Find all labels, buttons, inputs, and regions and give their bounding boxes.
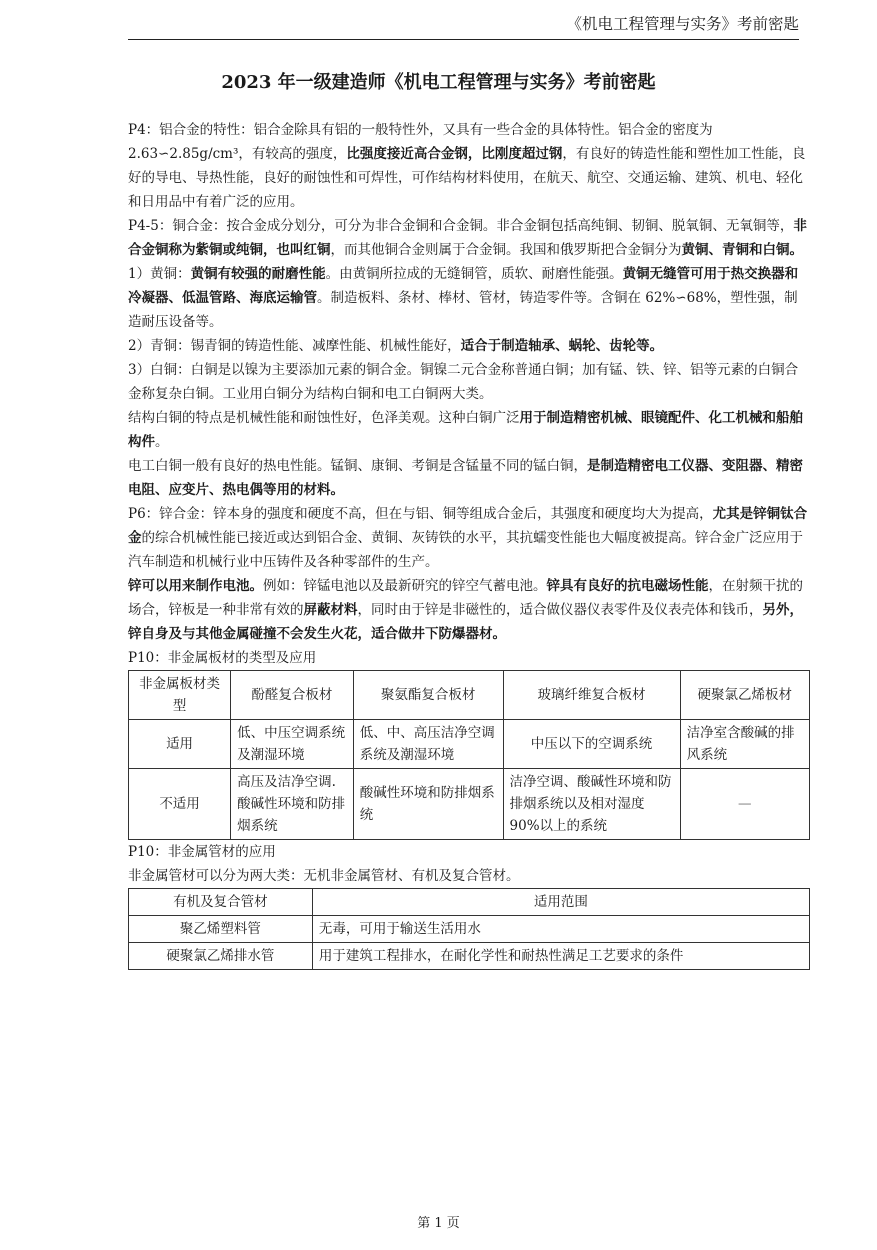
paragraph-brass: 1）黄铜：黄铜有较强的耐磨性能。由黄铜所拉成的无缝铜管，质软、耐磨性能强。黄铜无缝管可用于热交换器和冷凝器、低温管路、海底运输管。制造板料、条材、棒材、管材，铸造零件等。含铜在 62%∽68%，塑性强，制造耐压设备等。 [128,266,799,330]
table-cell: 适用 [129,720,231,769]
table-header-row [129,671,810,720]
document-body [128,118,810,970]
header-rule [128,39,799,40]
table-row [129,916,810,943]
paragraph-zinc-battery: 锌可以用来制作电池。例如：锌锰电池以及最新研究的锌空气蓄电池。锌具有良好的抗电磁场性能，在射频干扰的场合，锌板是一种非常有效的屏蔽材料，同时由于锌是非磁性的，适合做仪器仪表零件及仪表壳体和钱币，另外，锌自身及与其他金属碰撞不会发生火花，适合做井下防爆器材。 [128,578,803,642]
table-cell: 酸碱性环境和防排烟系统 [353,769,503,840]
paragraph-structural-white-copper: 结构白铜的特点是机械性能和耐蚀性好，色泽美观。这种白铜广泛用于制造精密机械、眼镜配件、化工机械和船舶构件。 [128,410,803,450]
page-number: 第 1 页 [417,1216,460,1231]
paragraph-white-copper: 3）白铜：白铜是以镍为主要添加元素的铜合金。铜镍二元合金称普通白铜；加有锰、铁、锌、铝等元素的白铜合金称复杂白铜。工业用白铜分为结构白铜和电工白铜两大类。 [128,362,799,402]
table-header-cell: 聚氨酯复合板材 [353,671,503,720]
header-title: 《机电工程管理与实务》考前密匙 [566,15,799,33]
paragraph-copper: P4-5：铜合金：按合金成分划分，可分为非合金铜和合金铜。非合金铜包括高纯铜、韧铜、脱氧铜、无氧铜等，非合金铜称为紫铜或纯铜，也叫红铜，而其他铜合金则属于合金铜。我国和俄罗斯把合金铜分为黄铜、青铜和白铜。 [128,218,807,258]
page-header [0,0,877,40]
table-cell: 中压以下的空调系统 [503,720,680,769]
table-header-cell: 硬聚氯乙烯板材 [680,671,809,720]
organic-pipe-table [128,888,810,970]
table1-caption: P10：非金属板材的类型及应用 [128,650,317,666]
table-row [129,943,810,970]
table-header-cell: 玻璃纤维复合板材 [503,671,680,720]
table-row [129,720,810,769]
table-cell: 硬聚氯乙烯排水管 [129,943,313,970]
document-title: 2023 年一级建造师《机电工程管理与实务》考前密匙 [221,72,656,93]
table-cell: 不适用 [129,769,231,840]
table-header-cell: 适用范围 [312,889,809,916]
section2-caption: P10：非金属管材的应用 [128,844,276,860]
table-cell: 高压及洁净空调.酸碱性环境和防排烟系统 [231,769,354,840]
table-cell: 聚乙烯塑料管 [129,916,313,943]
table-header-cell: 酚醛复合板材 [231,671,354,720]
paragraph-bronze: 2）青铜：锡青铜的铸造性能、减摩性能、机械性能好，适合于制造轴承、蜗轮、齿轮等。 [128,338,664,354]
table-header-cell: 非金属板材类型 [129,671,231,720]
table-cell: 用于建筑工程排水，在耐化学性和耐热性满足工艺要求的条件 [312,943,809,970]
paragraph-electrical-white-copper: 电工白铜一般有良好的热电性能。锰铜、康铜、考铜是含锰量不同的锰白铜，是制造精密电工仪器、变阻器、精密电阻、应变片、热电偶等用的材料。 [128,458,803,498]
table-cell: 洁净室含酸碱的排风系统 [680,720,809,769]
table-cell: — [680,769,809,840]
table-header-cell: 有机及复合管材 [129,889,313,916]
nonmetal-sheet-table [128,670,810,840]
table-row [129,769,810,840]
table-cell: 洁净空调、酸碱性环境和防排烟系统以及相对湿度 90%以上的系统 [503,769,680,840]
paragraph-zinc: P6：锌合金：锌本身的强度和硬度不高，但在与铝、铜等组成合金后，其强度和硬度均大为提高，尤其是锌铜钛合金的综合机械性能已接近或达到铝合金、黄铜、灰铸铁的水平，其抗蠕变性能也大幅度被提高。锌合金广泛应用于汽车制造和机械行业中压铸件及各种零部件的生产。 [128,506,808,570]
table-cell: 低、中压空调系统及潮湿环境 [231,720,354,769]
table-cell: 低、中、高压洁净空调系统及潮湿环境 [353,720,503,769]
table-header-row [129,889,810,916]
paragraph-aluminum: P4：铝合金的特性：铝合金除具有铝的一般特性外，又具有一些合金的具体特性。铝合金的密度为 2.63∽2.85g/cm³，有较高的强度，比强度接近高合金钢，比刚度超过钢，有良好的铸造性能和塑性加工性能，良好的导电、导热性能，良好的耐蚀性和可焊性，可作结构材料使用，在航天、航空、交通运输、建筑、机电、轻化和日用品中有着广泛的应用。 [128,122,806,210]
table-cell: 无毒，可用于输送生活用水 [312,916,809,943]
section2-intro: 非金属管材可以分为两大类：无机非金属管材、有机及复合管材。 [128,868,520,884]
